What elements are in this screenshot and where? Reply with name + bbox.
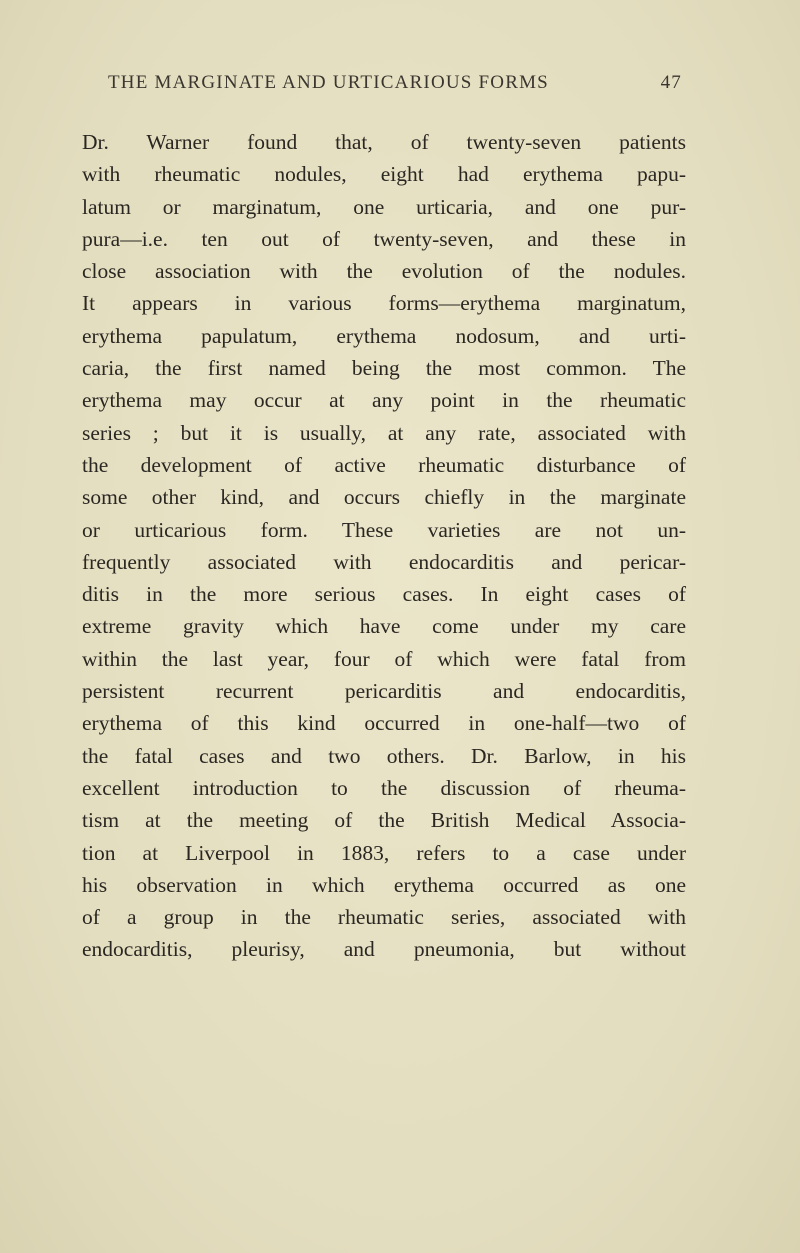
text-line: endocarditis, pleurisy, and pneumonia, but without bbox=[82, 937, 686, 962]
text-line: ditis in the more serious cases. In eight cases of bbox=[82, 582, 686, 607]
body-text bbox=[82, 126, 686, 966]
text-line: the development of active rheumatic disturbance of bbox=[82, 452, 686, 477]
running-head bbox=[108, 72, 682, 102]
text-line: or urticarious form. These varieties are not un- bbox=[82, 517, 686, 542]
text-line: caria, the first named being the most common. The bbox=[82, 356, 686, 381]
text-line: persistent recurrent pericarditis and endocarditis, bbox=[82, 679, 686, 704]
text-line: series ; but it is usually, at any rate, associated with bbox=[82, 420, 686, 445]
text-line: erythema of this kind occurred in one-half—two of bbox=[82, 711, 686, 736]
page-number: 47 bbox=[660, 72, 682, 93]
text-line: close association with the evolution of the nodules. bbox=[82, 259, 686, 284]
text-line: tion at Liverpool in 1883, refers to a case under bbox=[82, 840, 686, 865]
text-line: erythema papulatum, erythema nodosum, and urti- bbox=[82, 323, 686, 348]
running-title: THE MARGINATE AND URTICARIOUS FORMS bbox=[108, 72, 549, 93]
text-line: Dr. Warner found that, of twenty-seven patients bbox=[82, 130, 686, 154]
text-line: latum or marginatum, one urticaria, and one pur- bbox=[82, 194, 686, 219]
text-line: extreme gravity which have come under my care bbox=[82, 614, 686, 639]
text-line: with rheumatic nodules, eight had erythema papu- bbox=[82, 162, 686, 187]
text-line: of a group in the rheumatic series, associated with bbox=[82, 905, 686, 930]
text-line: erythema may occur at any point in the rheumatic bbox=[82, 388, 686, 413]
text-line: pura—i.e. ten out of twenty-seven, and these in bbox=[82, 226, 686, 251]
text-line: within the last year, four of which were fatal from bbox=[82, 646, 686, 671]
text-line: his observation in which erythema occurred as one bbox=[82, 872, 686, 897]
text-line: frequently associated with endocarditis and pericar- bbox=[82, 549, 686, 574]
text-line: some other kind, and occurs chiefly in the marginate bbox=[82, 485, 686, 510]
text-line: It appears in various forms—erythema marginatum, bbox=[82, 291, 686, 316]
text-line: the fatal cases and two others. Dr. Barlow, in his bbox=[82, 743, 686, 768]
text-line: tism at the meeting of the British Medical Associa- bbox=[82, 808, 686, 833]
text-line: excellent introduction to the discussion of rheuma- bbox=[82, 775, 686, 800]
